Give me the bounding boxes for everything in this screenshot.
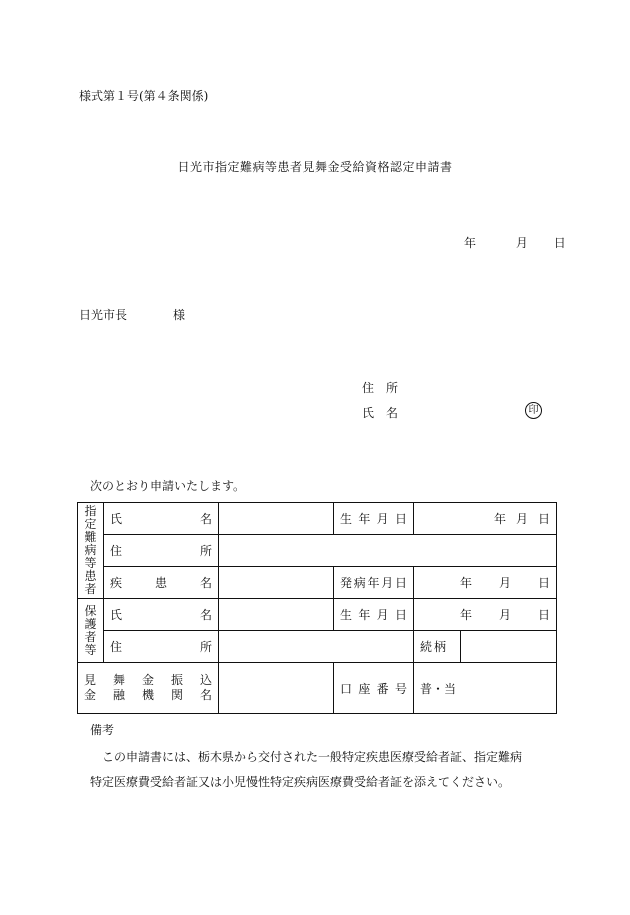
application-date: [464, 234, 566, 251]
application-form-table: [77, 502, 557, 714]
guardian-address-field[interactable]: [219, 631, 414, 663]
patient-group-char: 者: [84, 582, 97, 596]
patient-group-char: 病: [84, 543, 97, 557]
applicant-address-label: 住 所: [362, 381, 399, 395]
disease-field[interactable]: [219, 567, 334, 599]
patient-group-char: 難: [84, 530, 97, 544]
patient-address-label: 住 所: [104, 535, 219, 567]
guardian-group-char: 護: [84, 616, 97, 631]
patient-birth-label: 生 年 月 日: [334, 503, 414, 535]
relationship-label: 続 柄: [414, 631, 461, 663]
onset-date-label: 発 病 年 月 日: [334, 567, 414, 599]
document-title: 日光市指定難病等患者見舞金受給資格認定申請書: [177, 160, 453, 174]
guardian-birth-field[interactable]: 年 月 日: [414, 599, 557, 631]
intro-text: 次のとおり申請いたします。: [90, 479, 246, 493]
addressee-honorific: 様: [173, 308, 186, 322]
account-number-field[interactable]: [414, 663, 557, 714]
patient-group-char: 等: [84, 556, 97, 570]
disease-row: [78, 567, 557, 599]
addressee: [79, 306, 185, 323]
guardian-group-char: 等: [84, 642, 97, 657]
remarks-body: [90, 745, 560, 795]
patient-group-char: 患: [84, 569, 97, 583]
guardian-name-row: [78, 599, 557, 631]
patient-group-char: 定: [84, 517, 97, 531]
patient-name-label: 氏 名: [104, 503, 219, 535]
patient-address-field[interactable]: [219, 535, 557, 567]
addressee-name: 日光市長: [79, 308, 128, 322]
bank-row: [78, 663, 557, 714]
relationship-field[interactable]: [461, 631, 557, 663]
patient-group-char: 指: [84, 504, 97, 518]
date-year-label: 年: [464, 236, 477, 250]
patient-name-row: [78, 503, 557, 535]
bank-name-label: 見 舞 金 振 込 金 融 機 関 名: [78, 663, 219, 714]
patient-name-field[interactable]: [219, 503, 334, 535]
guardian-address-row: [78, 631, 557, 663]
bank-name-field[interactable]: [219, 663, 334, 714]
patient-birth-field[interactable]: 年 月 日: [414, 503, 557, 535]
guardian-group-char: 保: [84, 603, 97, 618]
guardian-address-label: 住 所: [104, 631, 219, 663]
remarks-line: この申請書には、栃木県から交付された一般特定疾患医療受給者証、指定難病: [102, 750, 523, 764]
form-number: 様式第１号(第４条関係): [79, 89, 209, 103]
date-day-label: 日: [553, 236, 566, 250]
remarks-heading: 備考: [90, 723, 115, 737]
guardian-birth-label: 生 年 月 日: [334, 599, 414, 631]
date-month-label: 月: [515, 236, 528, 250]
onset-date-field[interactable]: 年 月 日: [414, 567, 557, 599]
patient-group-header: [78, 503, 104, 599]
account-type-option[interactable]: 普・当: [420, 681, 457, 696]
guardian-group-header: [78, 599, 104, 663]
remarks-line: 特定医療費受給者証又は小児慢性特定疾病医療費受給者証を添えてください。: [90, 775, 511, 789]
applicant-name-label: 氏 名: [362, 406, 399, 420]
guardian-group-char: 者: [84, 629, 97, 644]
account-number-label: 口 座 番 号: [334, 663, 414, 714]
seal-mark: 印: [525, 402, 542, 419]
guardian-name-label: 氏 名: [104, 599, 219, 631]
disease-label: 疾 患 名: [104, 567, 219, 599]
guardian-name-field[interactable]: [219, 599, 334, 631]
patient-address-row: [78, 535, 557, 567]
